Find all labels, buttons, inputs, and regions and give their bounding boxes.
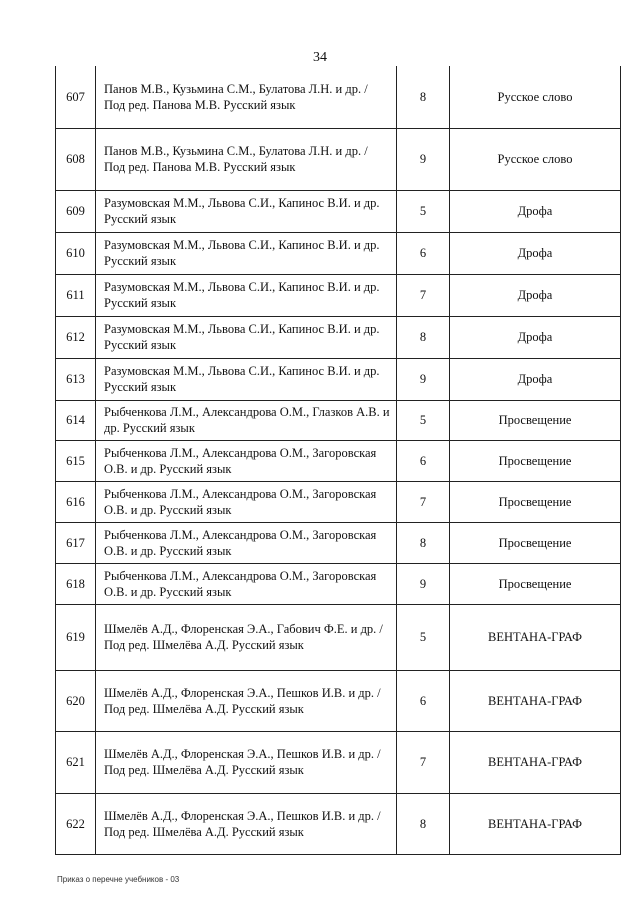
cell-authors: Разумовская М.М., Львова С.И., Капинос В.И. и др. Русский язык xyxy=(96,274,397,316)
cell-publisher: Просвещение xyxy=(450,440,621,481)
cell-publisher: Дрофа xyxy=(450,316,621,358)
cell-grade: 8 xyxy=(397,793,450,854)
table-row xyxy=(56,670,621,731)
footer-note: Приказ о перечне учебников - 03 xyxy=(57,875,180,884)
cell-authors: Панов М.В., Кузьмина С.М., Булатова Л.Н. и др. / Под ред. Панова М.В. Русский язык xyxy=(96,66,397,128)
table-row xyxy=(56,440,621,481)
cell-publisher: ВЕНТАНА-ГРАФ xyxy=(450,670,621,731)
textbook-table xyxy=(55,66,621,855)
cell-num: 608 xyxy=(56,128,96,190)
table-row xyxy=(56,358,621,400)
cell-num: 617 xyxy=(56,522,96,563)
table-row xyxy=(56,604,621,670)
cell-num: 619 xyxy=(56,604,96,670)
cell-num: 613 xyxy=(56,358,96,400)
table-row xyxy=(56,563,621,604)
cell-num: 622 xyxy=(56,793,96,854)
cell-publisher: Просвещение xyxy=(450,563,621,604)
cell-grade: 5 xyxy=(397,604,450,670)
cell-num: 621 xyxy=(56,731,96,793)
table-row xyxy=(56,232,621,274)
cell-grade: 9 xyxy=(397,563,450,604)
cell-authors: Панов М.В., Кузьмина С.М., Булатова Л.Н. и др. / Под ред. Панова М.В. Русский язык xyxy=(96,128,397,190)
table-row xyxy=(56,316,621,358)
cell-grade: 6 xyxy=(397,232,450,274)
cell-grade: 6 xyxy=(397,670,450,731)
cell-publisher: Просвещение xyxy=(450,400,621,440)
cell-grade: 7 xyxy=(397,731,450,793)
cell-num: 610 xyxy=(56,232,96,274)
cell-num: 611 xyxy=(56,274,96,316)
cell-num: 609 xyxy=(56,190,96,232)
cell-authors: Разумовская М.М., Львова С.И., Капинос В.И. и др. Русский язык xyxy=(96,190,397,232)
table-row xyxy=(56,274,621,316)
cell-authors: Разумовская М.М., Львова С.И., Капинос В.И. и др. Русский язык xyxy=(96,316,397,358)
cell-num: 612 xyxy=(56,316,96,358)
table-row xyxy=(56,66,621,128)
cell-grade: 7 xyxy=(397,481,450,522)
cell-grade: 8 xyxy=(397,522,450,563)
cell-num: 615 xyxy=(56,440,96,481)
cell-publisher: Русское слово xyxy=(450,66,621,128)
cell-publisher: Дрофа xyxy=(450,274,621,316)
table-row xyxy=(56,128,621,190)
cell-grade: 6 xyxy=(397,440,450,481)
cell-grade: 5 xyxy=(397,190,450,232)
cell-grade: 9 xyxy=(397,358,450,400)
cell-grade: 5 xyxy=(397,400,450,440)
cell-authors: Шмелёв А.Д., Флоренская Э.А., Пешков И.В. и др. / Под ред. Шмелёва А.Д. Русский язык xyxy=(96,731,397,793)
cell-authors: Шмелёв А.Д., Флоренская Э.А., Габович Ф.Е. и др. / Под ред. Шмелёва А.Д. Русский язык xyxy=(96,604,397,670)
table-row xyxy=(56,481,621,522)
cell-grade: 7 xyxy=(397,274,450,316)
cell-grade: 9 xyxy=(397,128,450,190)
cell-publisher: Просвещение xyxy=(450,522,621,563)
table-row xyxy=(56,522,621,563)
cell-num: 614 xyxy=(56,400,96,440)
cell-publisher: Дрофа xyxy=(450,358,621,400)
cell-publisher: Дрофа xyxy=(450,232,621,274)
cell-publisher: ВЕНТАНА-ГРАФ xyxy=(450,604,621,670)
table-row xyxy=(56,793,621,854)
table-row xyxy=(56,731,621,793)
cell-publisher: Просвещение xyxy=(450,481,621,522)
cell-authors: Разумовская М.М., Львова С.И., Капинос В.И. и др. Русский язык xyxy=(96,232,397,274)
cell-grade: 8 xyxy=(397,316,450,358)
cell-authors: Рыбченкова Л.М., Александрова О.М., Загоровская О.В. и др. Русский язык xyxy=(96,522,397,563)
cell-publisher: Русское слово xyxy=(450,128,621,190)
cell-authors: Шмелёв А.Д., Флоренская Э.А., Пешков И.В. и др. / Под ред. Шмелёва А.Д. Русский язык xyxy=(96,670,397,731)
cell-num: 616 xyxy=(56,481,96,522)
cell-grade: 8 xyxy=(397,66,450,128)
cell-num: 620 xyxy=(56,670,96,731)
cell-publisher: ВЕНТАНА-ГРАФ xyxy=(450,731,621,793)
cell-authors: Разумовская М.М., Львова С.И., Капинос В.И. и др. Русский язык xyxy=(96,358,397,400)
cell-authors: Шмелёв А.Д., Флоренская Э.А., Пешков И.В. и др. / Под ред. Шмелёва А.Д. Русский язык xyxy=(96,793,397,854)
cell-authors: Рыбченкова Л.М., Александрова О.М., Загоровская О.В. и др. Русский язык xyxy=(96,481,397,522)
cell-authors: Рыбченкова Л.М., Александрова О.М., Загоровская О.В. и др. Русский язык xyxy=(96,563,397,604)
cell-publisher: Дрофа xyxy=(450,190,621,232)
cell-num: 618 xyxy=(56,563,96,604)
page-number: 34 xyxy=(313,50,327,65)
cell-authors: Рыбченкова Л.М., Александрова О.М., Глазков А.В. и др. Русский язык xyxy=(96,400,397,440)
table-row xyxy=(56,190,621,232)
cell-authors: Рыбченкова Л.М., Александрова О.М., Загоровская О.В. и др. Русский язык xyxy=(96,440,397,481)
table-row xyxy=(56,400,621,440)
cell-publisher: ВЕНТАНА-ГРАФ xyxy=(450,793,621,854)
cell-num: 607 xyxy=(56,66,96,128)
